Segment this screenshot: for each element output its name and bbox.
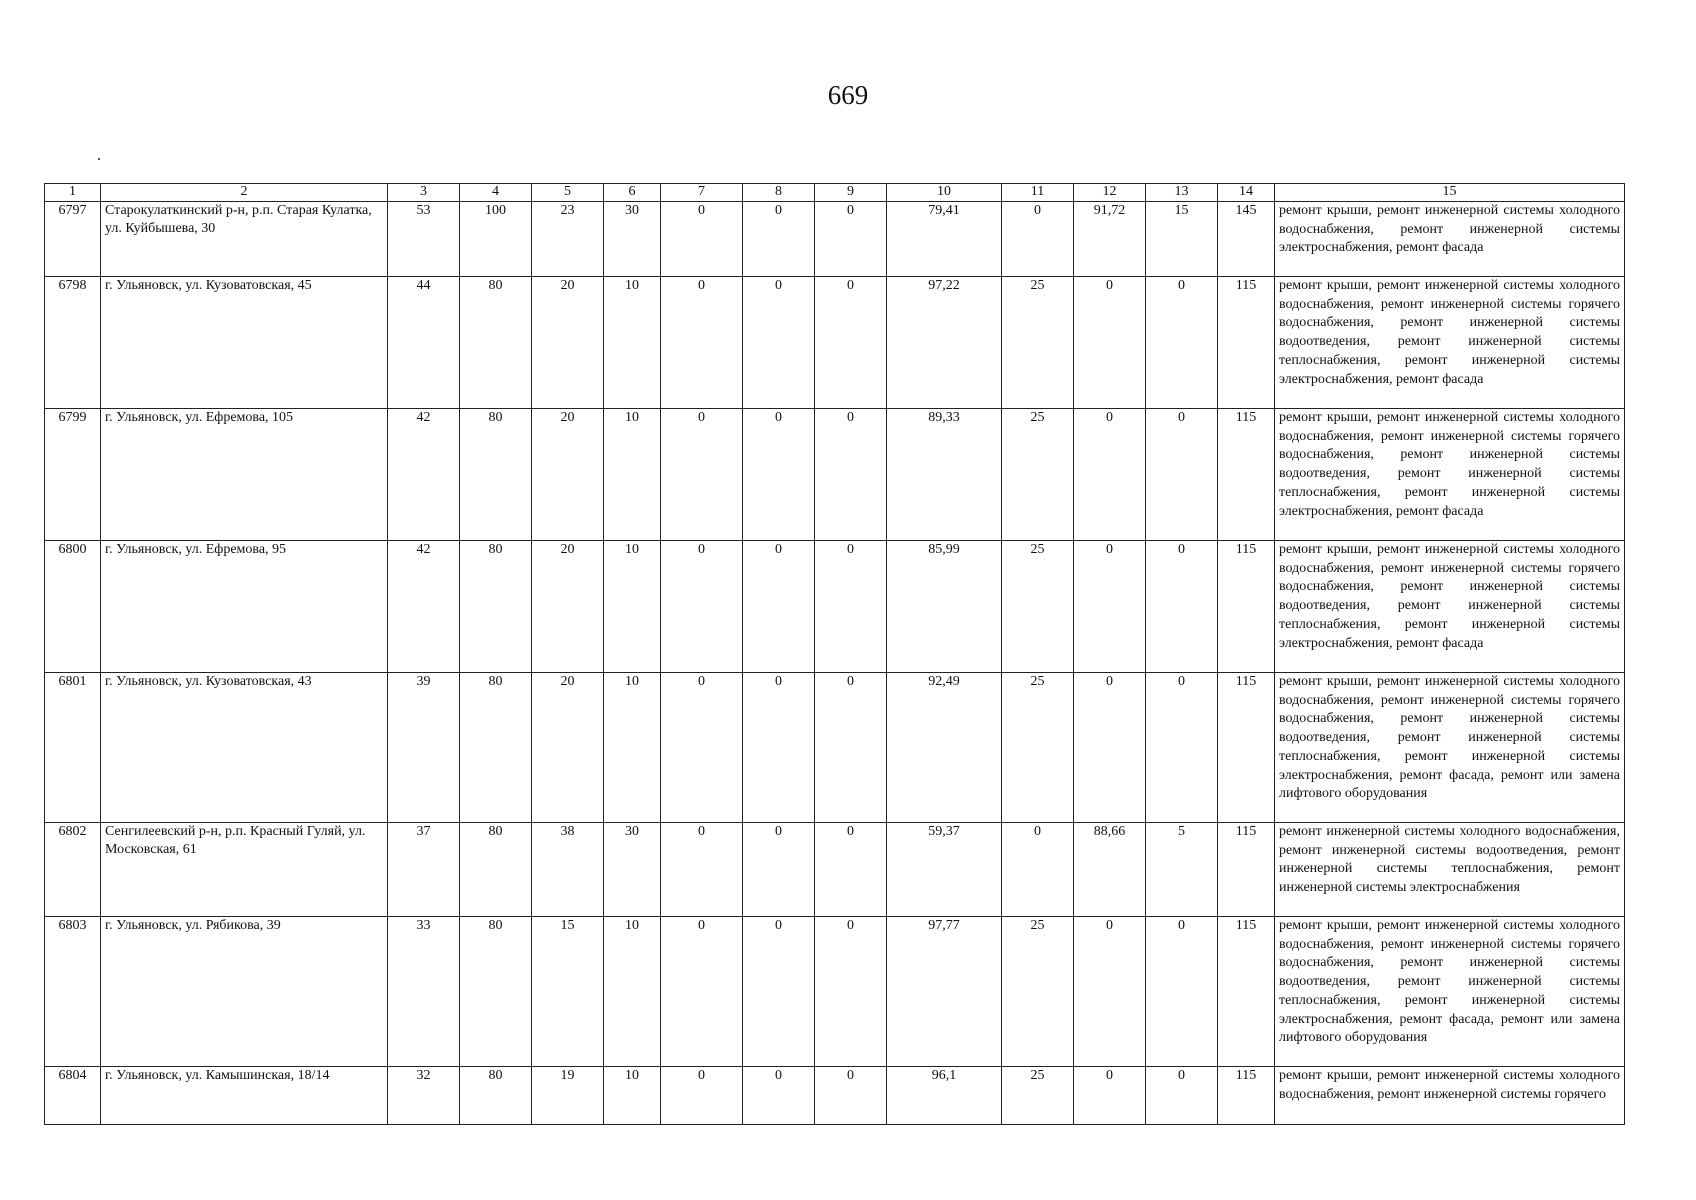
value-cell: 25 (1002, 1067, 1074, 1125)
column-header: 11 (1002, 184, 1074, 202)
row-number: 6800 (45, 541, 101, 673)
value-cell: 96,1 (887, 1067, 1002, 1125)
column-header: 7 (661, 184, 743, 202)
value-cell: 23 (532, 202, 604, 277)
value-cell: 80 (460, 673, 532, 823)
value-cell: 115 (1218, 673, 1275, 823)
column-header: 13 (1146, 184, 1218, 202)
value-cell: 80 (460, 823, 532, 917)
column-header: 4 (460, 184, 532, 202)
value-cell: 0 (1074, 1067, 1146, 1125)
value-cell: 0 (661, 917, 743, 1067)
value-cell: 0 (815, 277, 887, 409)
column-header: 10 (887, 184, 1002, 202)
value-cell: 0 (743, 1067, 815, 1125)
column-header: 2 (101, 184, 388, 202)
value-cell: 25 (1002, 277, 1074, 409)
value-cell: 0 (1146, 277, 1218, 409)
table-row (45, 823, 1625, 917)
value-cell: 15 (1146, 202, 1218, 277)
value-cell: 0 (661, 673, 743, 823)
address-cell: г. Ульяновск, ул. Камышинская, 18/14 (101, 1067, 388, 1125)
value-cell: 115 (1218, 541, 1275, 673)
value-cell: 0 (815, 917, 887, 1067)
address-cell: г. Ульяновск, ул. Ефремова, 105 (101, 409, 388, 541)
value-cell: 0 (743, 409, 815, 541)
value-cell: 0 (1146, 409, 1218, 541)
value-cell: 19 (532, 1067, 604, 1125)
value-cell: 79,41 (887, 202, 1002, 277)
address-cell: г. Ульяновск, ул. Рябикова, 39 (101, 917, 388, 1067)
address-cell: Сенгилеевский р-н, р.п. Красный Гуляй, ул. Московская, 61 (101, 823, 388, 917)
value-cell: 0 (743, 917, 815, 1067)
value-cell: 0 (1146, 1067, 1218, 1125)
column-header: 12 (1074, 184, 1146, 202)
value-cell: 115 (1218, 277, 1275, 409)
value-cell: 37 (388, 823, 460, 917)
value-cell: 145 (1218, 202, 1275, 277)
address-cell: г. Ульяновск, ул. Ефремова, 95 (101, 541, 388, 673)
table-row (45, 409, 1625, 541)
table-row (45, 1067, 1625, 1125)
value-cell: 20 (532, 277, 604, 409)
value-cell: 0 (815, 1067, 887, 1125)
value-cell: 85,99 (887, 541, 1002, 673)
column-header: 9 (815, 184, 887, 202)
value-cell: 80 (460, 541, 532, 673)
value-cell: 115 (1218, 1067, 1275, 1125)
value-cell: 0 (815, 823, 887, 917)
scan-speck (98, 158, 100, 160)
table-row (45, 917, 1625, 1067)
page-number: 669 (827, 80, 869, 110)
value-cell: 20 (532, 673, 604, 823)
value-cell: 25 (1002, 673, 1074, 823)
value-cell: 0 (661, 823, 743, 917)
column-header: 5 (532, 184, 604, 202)
value-cell: 20 (532, 409, 604, 541)
value-cell: 0 (1074, 277, 1146, 409)
value-cell: 89,33 (887, 409, 1002, 541)
row-number: 6797 (45, 202, 101, 277)
value-cell: 0 (815, 673, 887, 823)
column-header: 6 (604, 184, 661, 202)
row-number: 6798 (45, 277, 101, 409)
address-cell: Старокулаткинский р-н, р.п. Старая Кулатка, ул. Куйбышева, 30 (101, 202, 388, 277)
value-cell: 0 (661, 409, 743, 541)
repair-works-cell: ремонт инженерной системы холодного водоснабжения, ремонт инженерной системы водоотведения, ремонт инженерной системы теплоснабжения, ремонт инженерной системы электроснабжения (1275, 823, 1625, 917)
value-cell: 0 (661, 541, 743, 673)
value-cell: 10 (604, 541, 661, 673)
value-cell: 0 (661, 202, 743, 277)
value-cell: 53 (388, 202, 460, 277)
repair-works-cell: ремонт крыши, ремонт инженерной системы холодного водоснабжения, ремонт инженерной системы горячего водоснабжения, ремонт инженерной системы водоотведения, ремонт инженерной системы теплоснабжения, ремонт инженерной системы электроснабжения, ремонт фасада (1275, 541, 1625, 673)
row-number: 6802 (45, 823, 101, 917)
value-cell: 88,66 (1074, 823, 1146, 917)
value-cell: 59,37 (887, 823, 1002, 917)
value-cell: 80 (460, 1067, 532, 1125)
table-body (45, 202, 1625, 1125)
row-number: 6801 (45, 673, 101, 823)
repair-works-cell: ремонт крыши, ремонт инженерной системы холодного водоснабжения, ремонт инженерной системы горячего водоснабжения, ремонт инженерной системы водоотведения, ремонт инженерной системы теплоснабжения, ремонт инженерной системы электроснабжения, ремонт фасада (1275, 277, 1625, 409)
value-cell: 115 (1218, 917, 1275, 1067)
value-cell: 80 (460, 917, 532, 1067)
column-header: 1 (45, 184, 101, 202)
value-cell: 0 (1074, 409, 1146, 541)
value-cell: 25 (1002, 541, 1074, 673)
value-cell: 44 (388, 277, 460, 409)
column-header: 8 (743, 184, 815, 202)
value-cell: 25 (1002, 917, 1074, 1067)
value-cell: 100 (460, 202, 532, 277)
value-cell: 5 (1146, 823, 1218, 917)
row-number: 6803 (45, 917, 101, 1067)
value-cell: 38 (532, 823, 604, 917)
value-cell: 0 (743, 277, 815, 409)
table-header (45, 184, 1625, 202)
table-row (45, 541, 1625, 673)
value-cell: 0 (1074, 673, 1146, 823)
repair-works-cell: ремонт крыши, ремонт инженерной системы холодного водоснабжения, ремонт инженерной системы горячего (1275, 1067, 1625, 1125)
value-cell: 10 (604, 917, 661, 1067)
address-cell: г. Ульяновск, ул. Кузоватовская, 43 (101, 673, 388, 823)
value-cell: 42 (388, 541, 460, 673)
value-cell: 97,77 (887, 917, 1002, 1067)
value-cell: 0 (1074, 541, 1146, 673)
row-number: 6804 (45, 1067, 101, 1125)
value-cell: 25 (1002, 409, 1074, 541)
value-cell: 0 (815, 409, 887, 541)
value-cell: 0 (1146, 673, 1218, 823)
repair-register-table (44, 183, 1625, 1125)
repair-works-cell: ремонт крыши, ремонт инженерной системы холодного водоснабжения, ремонт инженерной системы горячего водоснабжения, ремонт инженерной системы водоотведения, ремонт инженерной системы теплоснабжения, ремонт инженерной системы электроснабжения, ремонт фасада (1275, 409, 1625, 541)
value-cell: 0 (661, 1067, 743, 1125)
column-header: 14 (1218, 184, 1275, 202)
value-cell: 0 (743, 823, 815, 917)
value-cell: 0 (743, 202, 815, 277)
value-cell: 0 (1002, 202, 1074, 277)
value-cell: 20 (532, 541, 604, 673)
value-cell: 33 (388, 917, 460, 1067)
value-cell: 42 (388, 409, 460, 541)
table-row (45, 277, 1625, 409)
value-cell: 30 (604, 823, 661, 917)
value-cell: 0 (1074, 917, 1146, 1067)
value-cell: 0 (1146, 917, 1218, 1067)
table-row (45, 202, 1625, 277)
value-cell: 0 (1146, 541, 1218, 673)
value-cell: 10 (604, 1067, 661, 1125)
column-header: 15 (1275, 184, 1625, 202)
value-cell: 15 (532, 917, 604, 1067)
repair-works-cell: ремонт крыши, ремонт инженерной системы холодного водоснабжения, ремонт инженерной системы горячего водоснабжения, ремонт инженерной системы водоотведения, ремонт инженерной системы теплоснабжения, ремонт инженерной системы электроснабжения, ремонт фасада, ремонт или замена лифтового оборудования (1275, 917, 1625, 1067)
repair-works-cell: ремонт крыши, ремонт инженерной системы холодного водоснабжения, ремонт инженерной системы электроснабжения, ремонт фасада (1275, 202, 1625, 277)
row-number: 6799 (45, 409, 101, 541)
value-cell: 0 (743, 673, 815, 823)
value-cell: 0 (815, 202, 887, 277)
value-cell: 10 (604, 409, 661, 541)
value-cell: 115 (1218, 823, 1275, 917)
column-header: 3 (388, 184, 460, 202)
value-cell: 80 (460, 277, 532, 409)
value-cell: 92,49 (887, 673, 1002, 823)
value-cell: 97,22 (887, 277, 1002, 409)
value-cell: 80 (460, 409, 532, 541)
value-cell: 115 (1218, 409, 1275, 541)
address-cell: г. Ульяновск, ул. Кузоватовская, 45 (101, 277, 388, 409)
value-cell: 91,72 (1074, 202, 1146, 277)
value-cell: 39 (388, 673, 460, 823)
value-cell: 0 (815, 541, 887, 673)
value-cell: 30 (604, 202, 661, 277)
table-row (45, 673, 1625, 823)
value-cell: 0 (661, 277, 743, 409)
value-cell: 0 (1002, 823, 1074, 917)
value-cell: 10 (604, 277, 661, 409)
repair-works-cell: ремонт крыши, ремонт инженерной системы холодного водоснабжения, ремонт инженерной системы горячего водоснабжения, ремонт инженерной системы водоотведения, ремонт инженерной системы теплоснабжения, ремонт инженерной системы электроснабжения, ремонт фасада, ремонт или замена лифтового оборудования (1275, 673, 1625, 823)
value-cell: 0 (743, 541, 815, 673)
value-cell: 32 (388, 1067, 460, 1125)
value-cell: 10 (604, 673, 661, 823)
